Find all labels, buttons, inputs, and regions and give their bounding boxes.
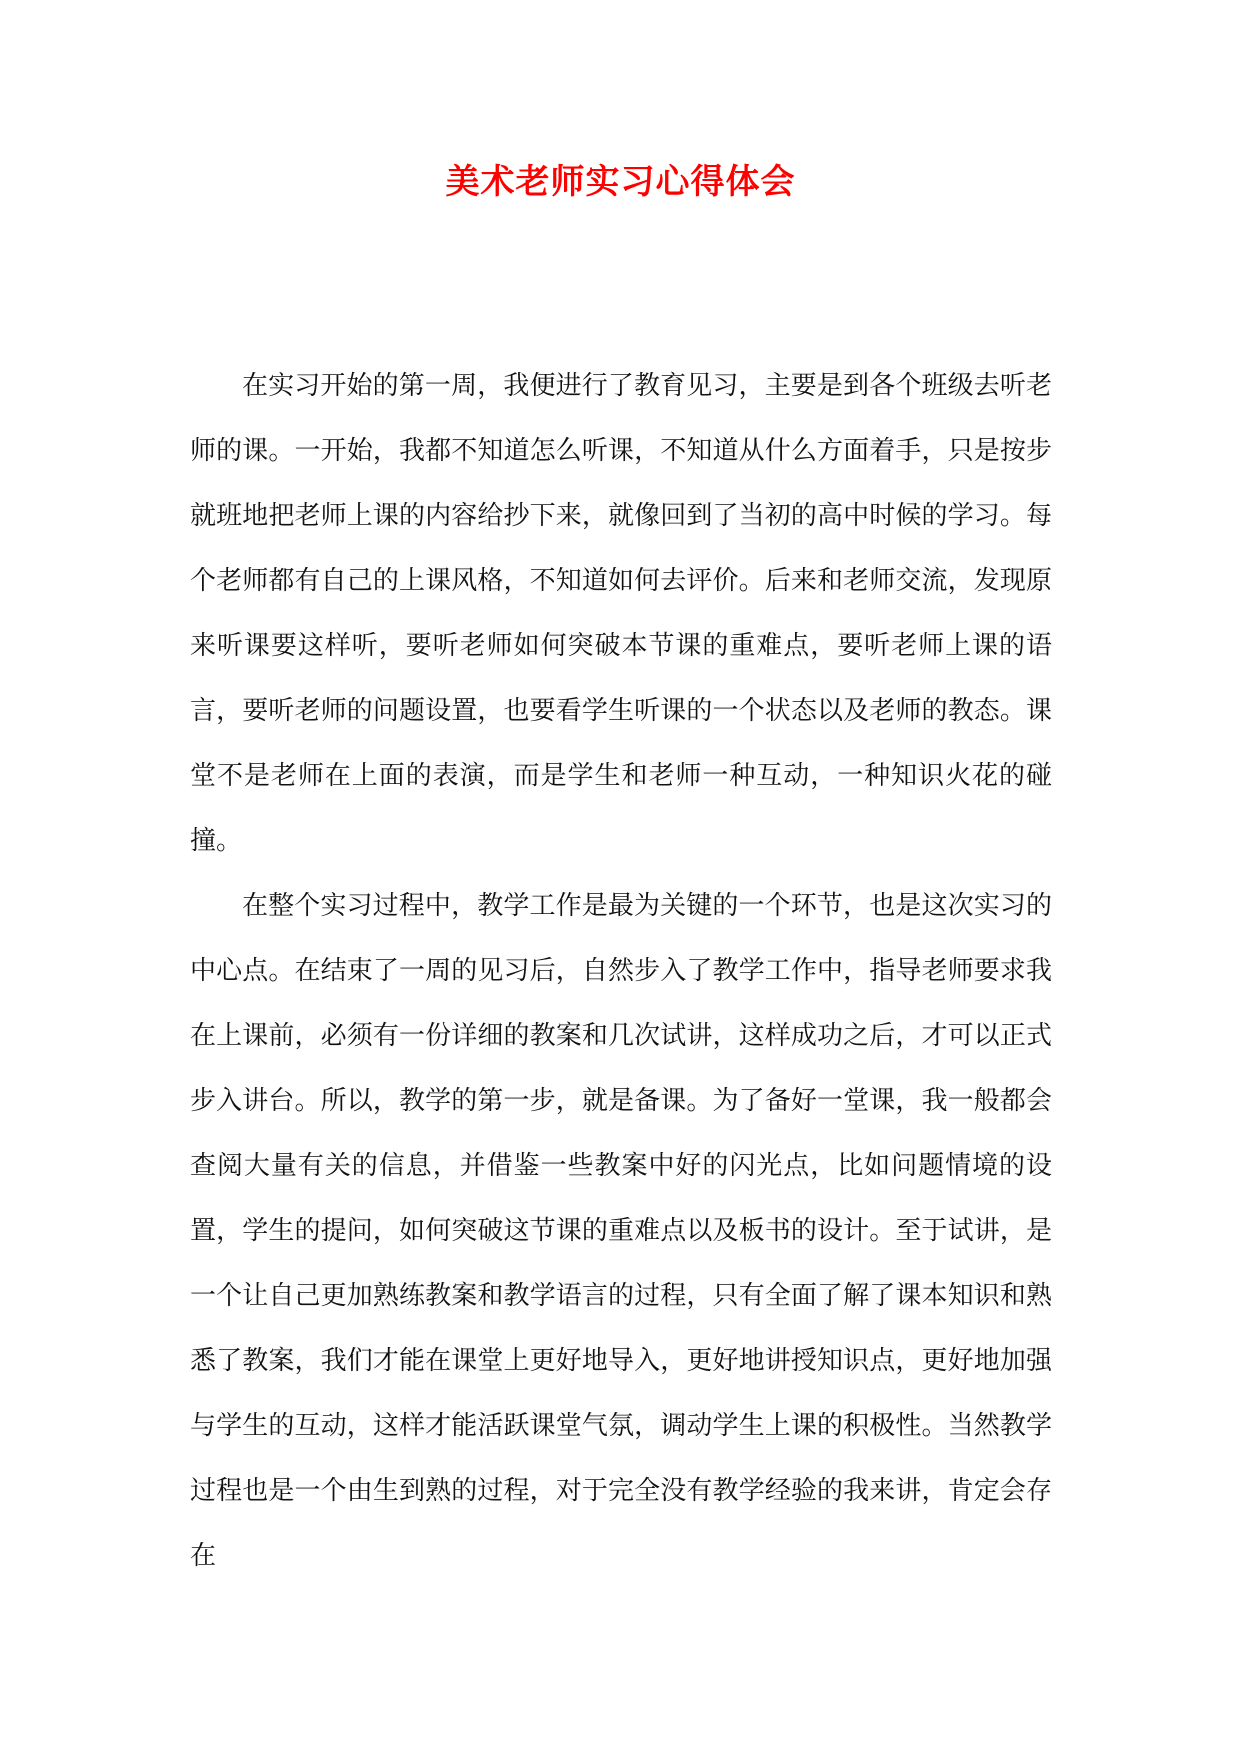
document-title: 美术老师实习心得体会 <box>445 162 796 202</box>
paragraph-1: 在实习开始的第一周，我便进行了教育见习，主要是到各个班级去听老师的课。一开始，我都不知道怎么听课，不知道从什么方面着手，只是按步就班地把老师上课的内容给抄下来，就像回到了当初的高中时候的学习。每个老师都有自己的上课风格，不知道如何去评价。后来和老师交流，发现原来听课要这样听，要听老师如何突破本节课的重难点，要听老师上课的语言，要听老师的问题设置，也要看学生听课的一个状态以及老师的教态。课堂不是老师在上面的表演，而是学生和老师一种互动，一种知识火花的碰撞。 <box>190 371 1052 856</box>
paragraph-2: 在整个实习过程中，教学工作是最为关键的一个环节，也是这次实习的中心点。在结束了一周的见习后，自然步入了教学工作中，指导老师要求我在上课前，必须有一份详细的教案和几次试讲，这样成功之后，才可以正式步入讲台。所以，教学的第一步，就是备课。为了备好一堂课，我一般都会查阅大量有关的信息，并借鉴一些教案中好的闪光点，比如问题情境的设置，学生的提问，如何突破这节课的重难点以及板书的设计。至于试讲，是一个让自己更加熟练教案和教学语言的过程，只有全面了解了课本知识和熟悉了教案，我们才能在课堂上更好地导入，更好地讲授知识点，更好地加强与学生的互动，这样才能活跃课堂气氛，调动学生上课的积极性。当然教学过程也是一个由生到熟的过程，对于完全没有教学经验的我来讲，肯定会存在 <box>190 891 1052 1571</box>
document-body <box>190 354 1052 1589</box>
